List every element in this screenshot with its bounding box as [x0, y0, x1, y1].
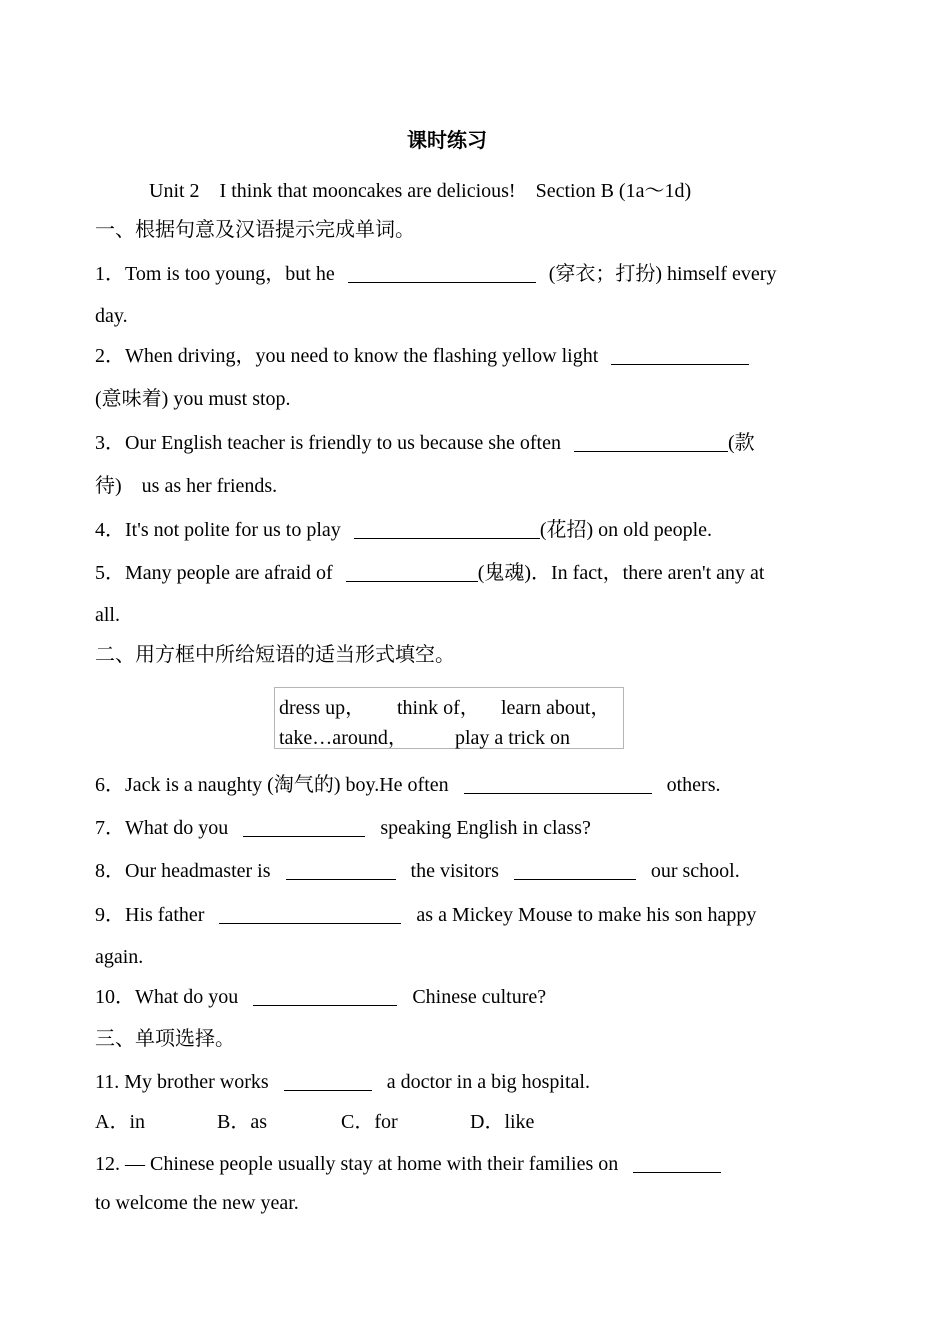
q2-continuation: (意味着) you must stop.	[95, 388, 291, 410]
q9-line	[95, 905, 756, 925]
q9-text-a: 9．His father	[95, 904, 205, 926]
section3-heading: 三、单项选择。	[95, 1028, 235, 1050]
section1-heading: 一、根据句意及汉语提示完成单词。	[95, 219, 415, 241]
page-title: 课时练习	[407, 130, 487, 152]
phrase-dress-up: dress up，	[279, 697, 366, 719]
q5-text-b: (鬼魂)．In fact，there aren't any at	[477, 562, 765, 584]
word-box	[274, 687, 624, 749]
q6-line	[95, 775, 721, 795]
q3-continuation: 待) us as her friends.	[95, 475, 278, 497]
q5-blank[interactable]	[346, 563, 478, 582]
q7-text-a: 7．What do you	[95, 817, 229, 839]
q1-text-b: (穿衣；打扮) himself every	[548, 263, 777, 285]
q12-line	[95, 1154, 721, 1174]
q10-text-a: 10．What do you	[95, 986, 239, 1008]
q9-text-b: as a Mickey Mouse to make his son happy	[416, 904, 757, 926]
q3-line	[95, 433, 755, 453]
phrase-play-a-trick-on: play a trick on	[455, 727, 570, 749]
q10-text-b: Chinese culture?	[412, 986, 547, 1008]
q8-text-b: the visitors	[410, 860, 499, 882]
q9-blank[interactable]	[219, 905, 401, 924]
q5-text-a: 5．Many people are afraid of	[95, 562, 333, 584]
q2-line	[95, 346, 749, 366]
section2-heading: 二、用方框中所给短语的适当形式填空。	[95, 644, 455, 666]
q8-line	[95, 861, 740, 881]
q8-blank-1[interactable]	[286, 861, 396, 880]
q1-continuation: day.	[95, 305, 128, 327]
q8-text-a: 8．Our headmaster is	[95, 860, 271, 882]
phrase-take-around: take…around，	[279, 727, 408, 749]
q1-line	[95, 264, 776, 284]
q7-blank[interactable]	[243, 818, 365, 837]
q2-text-a: 2．When driving，you need to know the flashing yellow light	[95, 345, 599, 367]
q11-blank[interactable]	[284, 1072, 372, 1091]
q3-text-a: 3．Our English teacher is friendly to us because she often	[95, 432, 561, 454]
q4-blank[interactable]	[354, 520, 540, 539]
q11-option-d[interactable]: D．like	[470, 1111, 535, 1133]
q12-blank[interactable]	[633, 1154, 721, 1173]
q6-text-a: 6．Jack is a naughty (淘气的) boy.He often	[95, 774, 449, 796]
q5-continuation: all.	[95, 604, 120, 626]
phrase-learn-about: learn about，	[501, 697, 611, 719]
q11-text-b: a doctor in a big hospital.	[386, 1071, 590, 1093]
q12-text-a: 12. — Chinese people usually stay at home with their families on	[95, 1153, 619, 1175]
q6-text-b: others.	[666, 774, 721, 796]
q3-text-b: (款	[727, 432, 755, 454]
q1-text-a: 1．Tom is too young，but he	[95, 263, 335, 285]
q8-blank-2[interactable]	[514, 861, 636, 880]
q2-blank[interactable]	[611, 346, 749, 365]
q4-text-a: 4．It's not polite for us to play	[95, 519, 341, 541]
q1-blank[interactable]	[348, 264, 536, 283]
q11-option-a[interactable]: A．in	[95, 1111, 145, 1133]
q11-text-a: 11. My brother works	[95, 1071, 269, 1093]
lesson-subtitle: Unit 2 I think that mooncakes are delicious! Section B (1a～1d)	[149, 180, 692, 202]
q3-blank[interactable]	[574, 433, 728, 452]
q4-line	[95, 520, 712, 540]
q4-text-b: (花招) on old people.	[539, 519, 712, 541]
q12-continuation: to welcome the new year.	[95, 1192, 299, 1214]
q9-continuation: again.	[95, 946, 144, 968]
q11-line	[95, 1072, 590, 1092]
q10-blank[interactable]	[253, 987, 397, 1006]
q8-text-c: our school.	[650, 860, 740, 882]
q6-blank[interactable]	[464, 775, 652, 794]
q7-text-b: speaking English in class?	[380, 817, 591, 839]
phrase-think-of: think of，	[397, 697, 480, 719]
q11-option-c[interactable]: C．for	[341, 1111, 398, 1133]
q5-line	[95, 563, 765, 583]
q7-line	[95, 818, 591, 838]
q10-line	[95, 987, 546, 1007]
q11-option-b[interactable]: B．as	[217, 1111, 267, 1133]
